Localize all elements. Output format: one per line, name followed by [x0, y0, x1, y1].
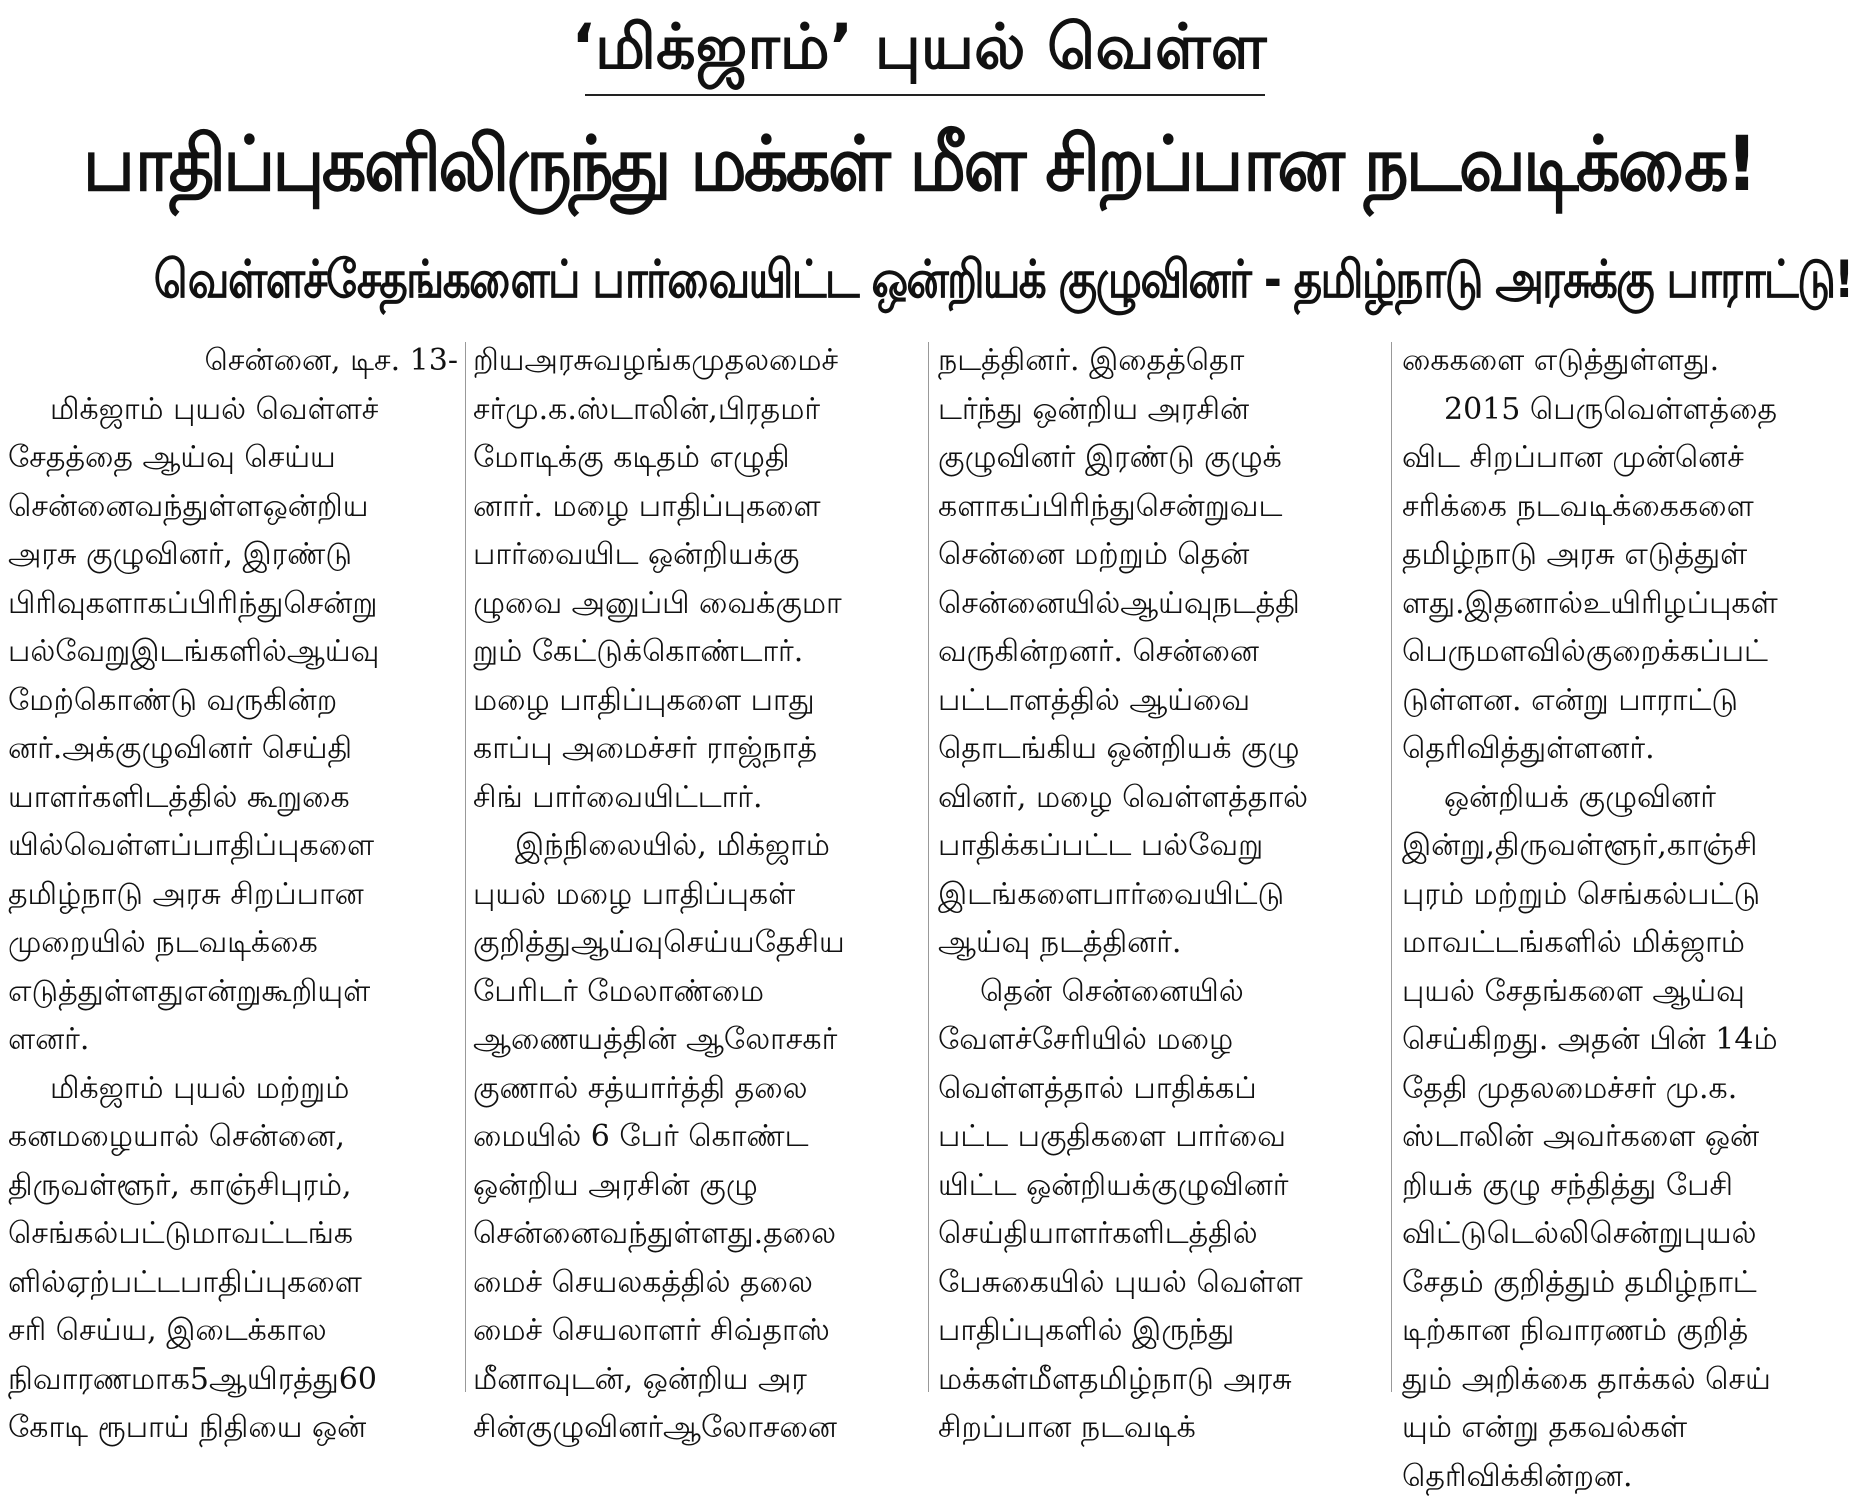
text-line: சிறப்பான நடவடிக்: [938, 1404, 1374, 1453]
text-line: யிட்ட ஒன்றியக்குழுவினர்: [938, 1162, 1374, 1211]
text-line: ளில்ஏற்பட்டபாதிப்புகளை: [8, 1259, 458, 1308]
text-line: ஆய்வு நடத்தினர்.: [938, 919, 1374, 968]
text-line: சென்னை மற்றும் தென்: [938, 531, 1374, 580]
text-line: மிக்ஜாம் புயல் மற்றும்: [8, 1065, 458, 1114]
text-line: குழுவினர் இரண்டு குழுக்: [938, 434, 1374, 483]
text-line: ஒன்றிய அரசின் குழு: [473, 1162, 913, 1211]
text-line: னார். மழை பாதிப்புகளை: [473, 483, 913, 532]
text-line: புயல் சேதங்களை ஆய்வு: [1402, 968, 1832, 1017]
text-line: சேதத்தை ஆய்வு செய்ய: [8, 434, 458, 483]
text-line: பிரிவுகளாகப்பிரிந்துசென்று: [8, 580, 458, 629]
text-line: சென்னைவந்துள்ளஒன்றிய: [8, 483, 458, 532]
text-line: மிக்ஜாம் புயல் வெள்ளச்: [8, 386, 458, 435]
text-line: முறையில் நடவடிக்கை: [8, 919, 458, 968]
text-line: றியஅரசுவழங்கமுதலமைச்: [473, 337, 913, 386]
text-line: ளனர்.: [8, 1016, 458, 1065]
text-line: சர்மு.க.ஸ்டாலின்,பிரதமர்: [473, 386, 913, 435]
text-line: களாகப்பிரிந்துசென்றுவட: [938, 483, 1374, 532]
text-line: இந்நிலையில், மிக்ஜாம்: [473, 822, 913, 871]
text-line: குணால் சத்யார்த்தி தலை: [473, 1065, 913, 1114]
text-line: கோடி ரூபாய் நிதியை ஒன்: [8, 1404, 458, 1453]
text-line: செங்கல்பட்டுமாவட்டங்க: [8, 1210, 458, 1259]
article-column-1: [8, 337, 458, 1397]
text-line: 2015 பெருவெள்ளத்தை: [1402, 386, 1832, 435]
text-line: வினர், மழை வெள்ளத்தால்: [938, 774, 1374, 823]
text-line: தும் அறிக்கை தாக்கல் செய்: [1402, 1356, 1832, 1405]
main-headline: பாதிப்புகளிலிருந்து மக்கள் மீள சிறப்பான நடவடிக்கை!: [81, 106, 1757, 222]
text-line: சென்னையில்ஆய்வுநடத்தி: [938, 580, 1374, 629]
text-line: பட்ட பகுதிகளை பார்வை: [938, 1113, 1374, 1162]
text-line: குறித்துஆய்வுசெய்யதேசிய: [473, 919, 913, 968]
text-line: பாதிக்கப்பட்ட பல்வேறு: [938, 822, 1374, 871]
text-line: காப்பு அமைச்சர் ராஜ்நாத்: [473, 725, 913, 774]
kicker-headline: ‘மிக்ஜாம்’ புயல் வெள்ள: [0, 6, 1838, 88]
article-column-2: [473, 337, 913, 1397]
text-line: தமிழ்நாடு அரசு சிறப்பான: [8, 871, 458, 920]
text-line: ஆணையத்தின் ஆலோசகர்: [473, 1016, 913, 1065]
text-line: டர்ந்து ஒன்றிய அரசின்: [938, 386, 1374, 435]
text-line: யில்வெள்ளப்பாதிப்புகளை: [8, 822, 458, 871]
text-line: யும் என்று தகவல்கள்: [1402, 1404, 1832, 1453]
text-line: மக்கள்மீளதமிழ்நாடு அரசு: [938, 1356, 1374, 1405]
sub-headline: வெள்ளச்சேதங்களைப் பார்வையிட்ட ஒன்றியக் குழுவினர் - தமிழ்நாடு அரசுக்கு பாராட்டு!: [154, 238, 1684, 322]
text-line: சேதம் குறித்தும் தமிழ்நாட்: [1402, 1259, 1832, 1308]
text-line: தொடங்கிய ஒன்றியக் குழு: [938, 725, 1374, 774]
text-line: தெரிவிக்கின்றன.: [1402, 1453, 1832, 1501]
text-line: மோடிக்கு கடிதம் எழுதி: [473, 434, 913, 483]
text-line: னர்.அக்குழுவினர் செய்தி: [8, 725, 458, 774]
text-line: தென் சென்னையில்: [938, 968, 1374, 1017]
text-line: நடத்தினர். இதைத்தொ: [938, 337, 1374, 386]
text-line: மேற்கொண்டு வருகின்ற: [8, 677, 458, 726]
text-line: டுள்ளன. என்று பாராட்டு: [1402, 677, 1832, 726]
text-line: நிவாரணமாக5ஆயிரத்து60: [8, 1356, 458, 1405]
text-line: மழை பாதிப்புகளை பாது: [473, 677, 913, 726]
text-line: மைச் செயலகத்தில் தலை: [473, 1259, 913, 1308]
text-line: பார்வையிட ஒன்றியக்கு: [473, 531, 913, 580]
text-line: இடங்களைபார்வையிட்டு: [938, 871, 1374, 920]
text-line: பல்வேறுஇடங்களில்ஆய்வு: [8, 628, 458, 677]
text-line: சரி செய்ய, இடைக்கால: [8, 1307, 458, 1356]
text-line: சிங் பார்வையிட்டார்.: [473, 774, 913, 823]
text-line: தெரிவித்துள்ளனர்.: [1402, 725, 1832, 774]
text-line: யாளர்களிடத்தில் கூறுகை: [8, 774, 458, 823]
text-line: விட்டுடெல்லிசென்றுபுயல்: [1402, 1210, 1832, 1259]
text-line: ஒன்றியக் குழுவினர்: [1402, 774, 1832, 823]
text-line: மீனாவுடன், ஒன்றிய அர: [473, 1356, 913, 1405]
text-line: ஸ்டாலின் அவர்களை ஒன்: [1402, 1113, 1832, 1162]
column-divider: [1391, 342, 1392, 1392]
text-line: எடுத்துள்ளதுஎன்றுகூறியுள்: [8, 968, 458, 1017]
text-line: பட்டாளத்தில் ஆய்வை: [938, 677, 1374, 726]
text-line: செய்தியாளர்களிடத்தில்: [938, 1210, 1374, 1259]
text-line: றியக் குழு சந்தித்து பேசி: [1402, 1162, 1832, 1211]
text-line: அரசு குழுவினர், இரண்டு: [8, 531, 458, 580]
text-line: றும் கேட்டுக்கொண்டார்.: [473, 628, 913, 677]
text-line: மையில் 6 பேர் கொண்ட: [473, 1113, 913, 1162]
text-line: பாதிப்புகளில் இருந்து: [938, 1307, 1374, 1356]
column-divider: [928, 342, 929, 1392]
text-line: இன்று,திருவள்ளூர்,காஞ்சி: [1402, 822, 1832, 871]
text-line: மைச் செயலாளர் சிவ்தாஸ்: [473, 1307, 913, 1356]
text-line: தமிழ்நாடு அரசு எடுத்துள்: [1402, 531, 1832, 580]
text-line: மாவட்டங்களில் மிக்ஜாம்: [1402, 919, 1832, 968]
text-line: ழுவை அனுப்பி வைக்குமா: [473, 580, 913, 629]
text-line: சரிக்கை நடவடிக்கைகளை: [1402, 483, 1832, 532]
dateline: சென்னை, டிச. 13-: [8, 337, 458, 386]
article-column-4: [1402, 337, 1832, 1397]
article-column-3: [938, 337, 1374, 1397]
text-line: விட சிறப்பான முன்னெச்: [1402, 434, 1832, 483]
text-line: கனமழையால் சென்னை,: [8, 1113, 458, 1162]
text-line: ளது.இதனால்உயிரிழப்புகள்: [1402, 580, 1832, 629]
text-line: கைகளை எடுத்துள்ளது.: [1402, 337, 1832, 386]
kicker-divider: [585, 94, 1265, 96]
text-line: டிற்கான நிவாரணம் குறித்: [1402, 1307, 1832, 1356]
text-line: வேளச்சேரியில் மழை: [938, 1016, 1374, 1065]
text-line: திருவள்ளூர், காஞ்சிபுரம்,: [8, 1162, 458, 1211]
text-line: தேதி முதலமைச்சர் மு.க.: [1402, 1065, 1832, 1114]
text-line: சென்னைவந்துள்ளது.தலை: [473, 1210, 913, 1259]
text-line: பேரிடர் மேலாண்மை: [473, 968, 913, 1017]
text-line: செய்கிறது. அதன் பின் 14ம்: [1402, 1016, 1832, 1065]
text-line: பேசுகையில் புயல் வெள்ள: [938, 1259, 1374, 1308]
text-line: புயல் மழை பாதிப்புகள்: [473, 871, 913, 920]
text-line: வருகின்றனர். சென்னை: [938, 628, 1374, 677]
text-line: பெருமளவில்குறைக்கப்பட்: [1402, 628, 1832, 677]
text-line: சின்குழுவினர்ஆலோசனை: [473, 1404, 913, 1453]
column-divider: [465, 342, 466, 1392]
text-line: புரம் மற்றும் செங்கல்பட்டு: [1402, 871, 1832, 920]
text-line: வெள்ளத்தால் பாதிக்கப்: [938, 1065, 1374, 1114]
